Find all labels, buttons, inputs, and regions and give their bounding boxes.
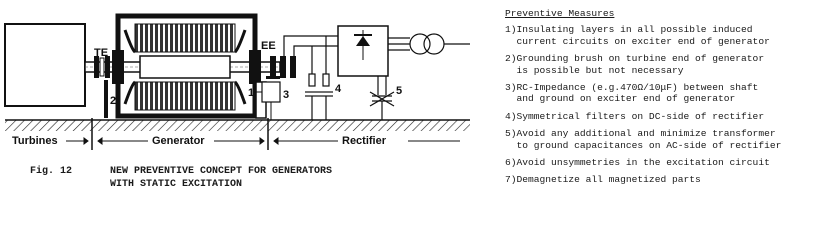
rectifier-box — [338, 26, 388, 76]
foundation-ground — [5, 120, 470, 131]
measure-item: 3) RC-Impedance (e.g.470Ω/10μF) between shaft and ground on exciter end of generator — [505, 82, 759, 105]
turbine-end-coupling — [94, 56, 110, 78]
caption-line-1: NEW PREVENTIVE CONCEPT FOR GENERATORS — [110, 166, 333, 177]
measure-item: 6) Avoid unsymmetries in the excitation circuit — [505, 157, 770, 169]
measure-item: 1) Insulating layers in all possible induced current circuits on exciter end of generator — [505, 24, 770, 47]
marker-2: 2 — [110, 95, 117, 107]
figure-number: Fig. 12 — [30, 166, 73, 177]
label-turbines: Turbines — [12, 135, 58, 147]
label-generator: Generator — [152, 135, 205, 147]
marker-1: 1 — [248, 87, 255, 99]
measure-item: 7) Demagnetize all magnetized parts — [505, 174, 701, 186]
marker-3: 3 — [283, 89, 290, 101]
generator-diagram — [0, 0, 500, 165]
label-te: TE — [94, 47, 109, 59]
measures-title: Preventive Measures — [505, 8, 615, 19]
turbine-block — [5, 24, 85, 106]
label-ee: EE — [261, 40, 276, 52]
measure-item: 2) Grounding brush on turbine end of generator is possible but not necessary — [505, 53, 765, 76]
section-arrows — [66, 138, 460, 144]
preventive-measures — [505, 8, 810, 192]
slip-rings — [266, 56, 296, 79]
caption-line-2: WITH STATIC EXCITATION — [110, 179, 243, 190]
grounding-brush — [104, 80, 108, 118]
figure-caption — [30, 165, 332, 191]
marker-4: 4 — [335, 83, 342, 95]
marker-5: 5 — [396, 85, 403, 97]
label-rectifier: Rectifier — [342, 135, 387, 147]
measure-item: 5) Avoid any additional and minimize transformer to ground capacitances on AC-side of rectifier — [505, 128, 782, 151]
measure-item: 4) Symmetrical filters on DC-side of rectifier — [505, 110, 765, 122]
